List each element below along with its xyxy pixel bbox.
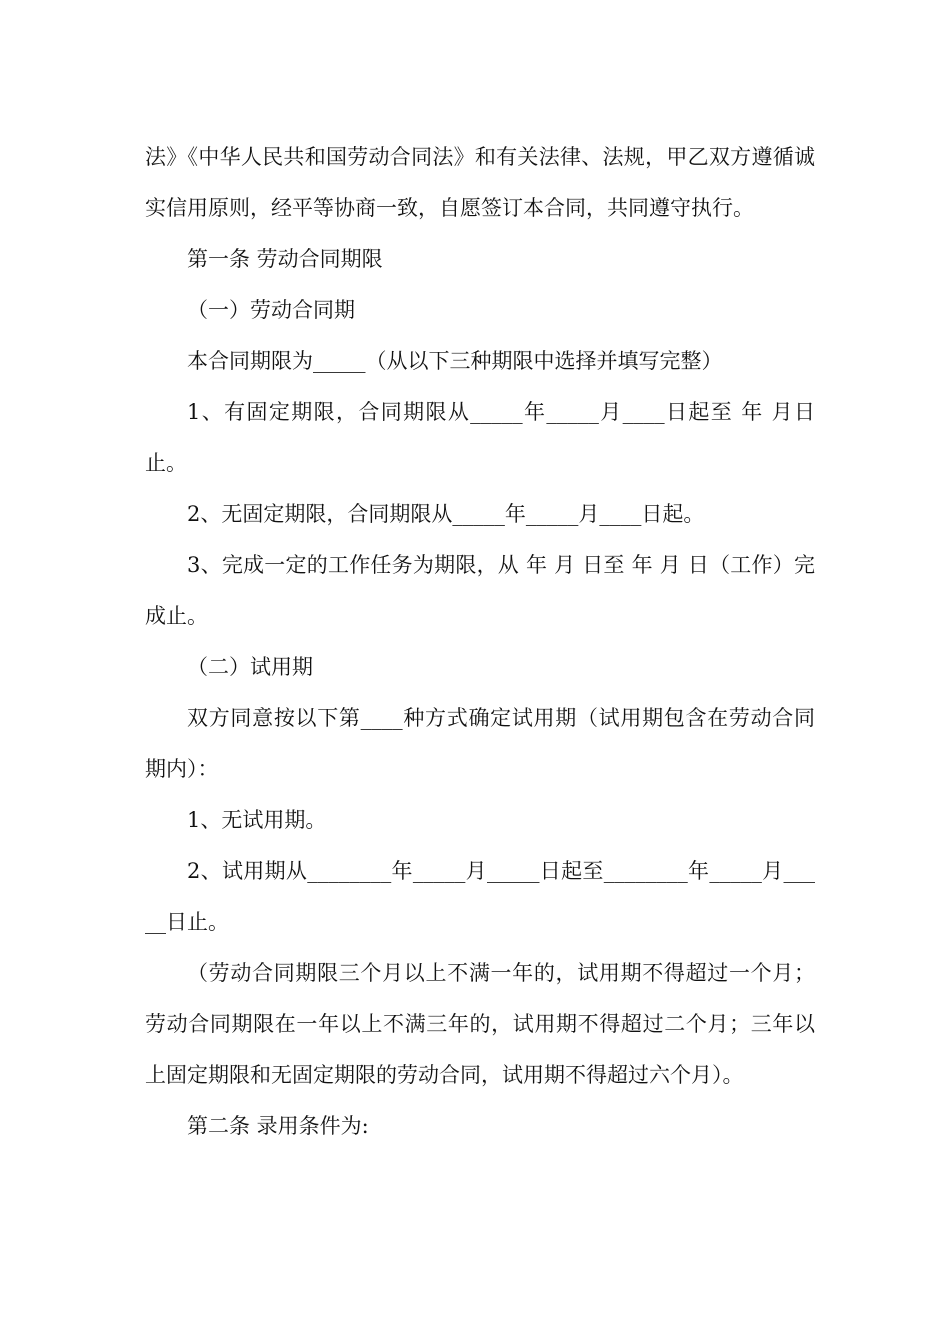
paragraph-no-probation: 1、无试用期。 — [187, 808, 327, 832]
paragraph-probation-dates: 2、试用期从________年_____月_____日起至________年_____月_____日止。 — [145, 859, 815, 934]
paragraph-contract-term: 本合同期限为_____（从以下三种期限中选择并填写完整） — [187, 349, 723, 373]
section-contract-term-heading: （一）劳动合同期 — [187, 298, 355, 322]
paragraph-preamble-continuation: 法》《中华人民共和国劳动合同法》和有关法律、法规，甲乙双方遵循诚实信用原则，经平等协商一致，自愿签订本合同，共同遵守执行。 — [145, 145, 815, 220]
paragraph-probation-method: 双方同意按以下第____种方式确定试用期（试用期包含在劳动合同期内）： — [145, 706, 815, 781]
paragraph-open-term: 2、无固定期限，合同期限从_____年_____月____日起。 — [187, 502, 705, 526]
section-probation-heading: （二）试用期 — [187, 655, 313, 679]
document-body — [145, 132, 815, 1152]
article-1-heading: 第一条 劳动合同期限 — [187, 247, 383, 271]
article-2-heading: 第二条 录用条件为: — [187, 1114, 369, 1138]
paragraph-fixed-term: 1、有固定期限，合同期限从_____年_____月____日起至 年 月日止。 — [145, 400, 815, 475]
paragraph-probation-limits: （劳动合同期限三个月以上不满一年的，试用期不得超过一个月；劳动合同期限在一年以上不满三年的，试用期不得超过二个月；三年以上固定期限和无固定期限的劳动合同，试用期不得超过六个月）。 — [145, 961, 815, 1087]
paragraph-task-term: 3、完成一定的工作任务为期限，从 年 月 日至 年 月 日（工作）完成止。 — [145, 553, 815, 628]
